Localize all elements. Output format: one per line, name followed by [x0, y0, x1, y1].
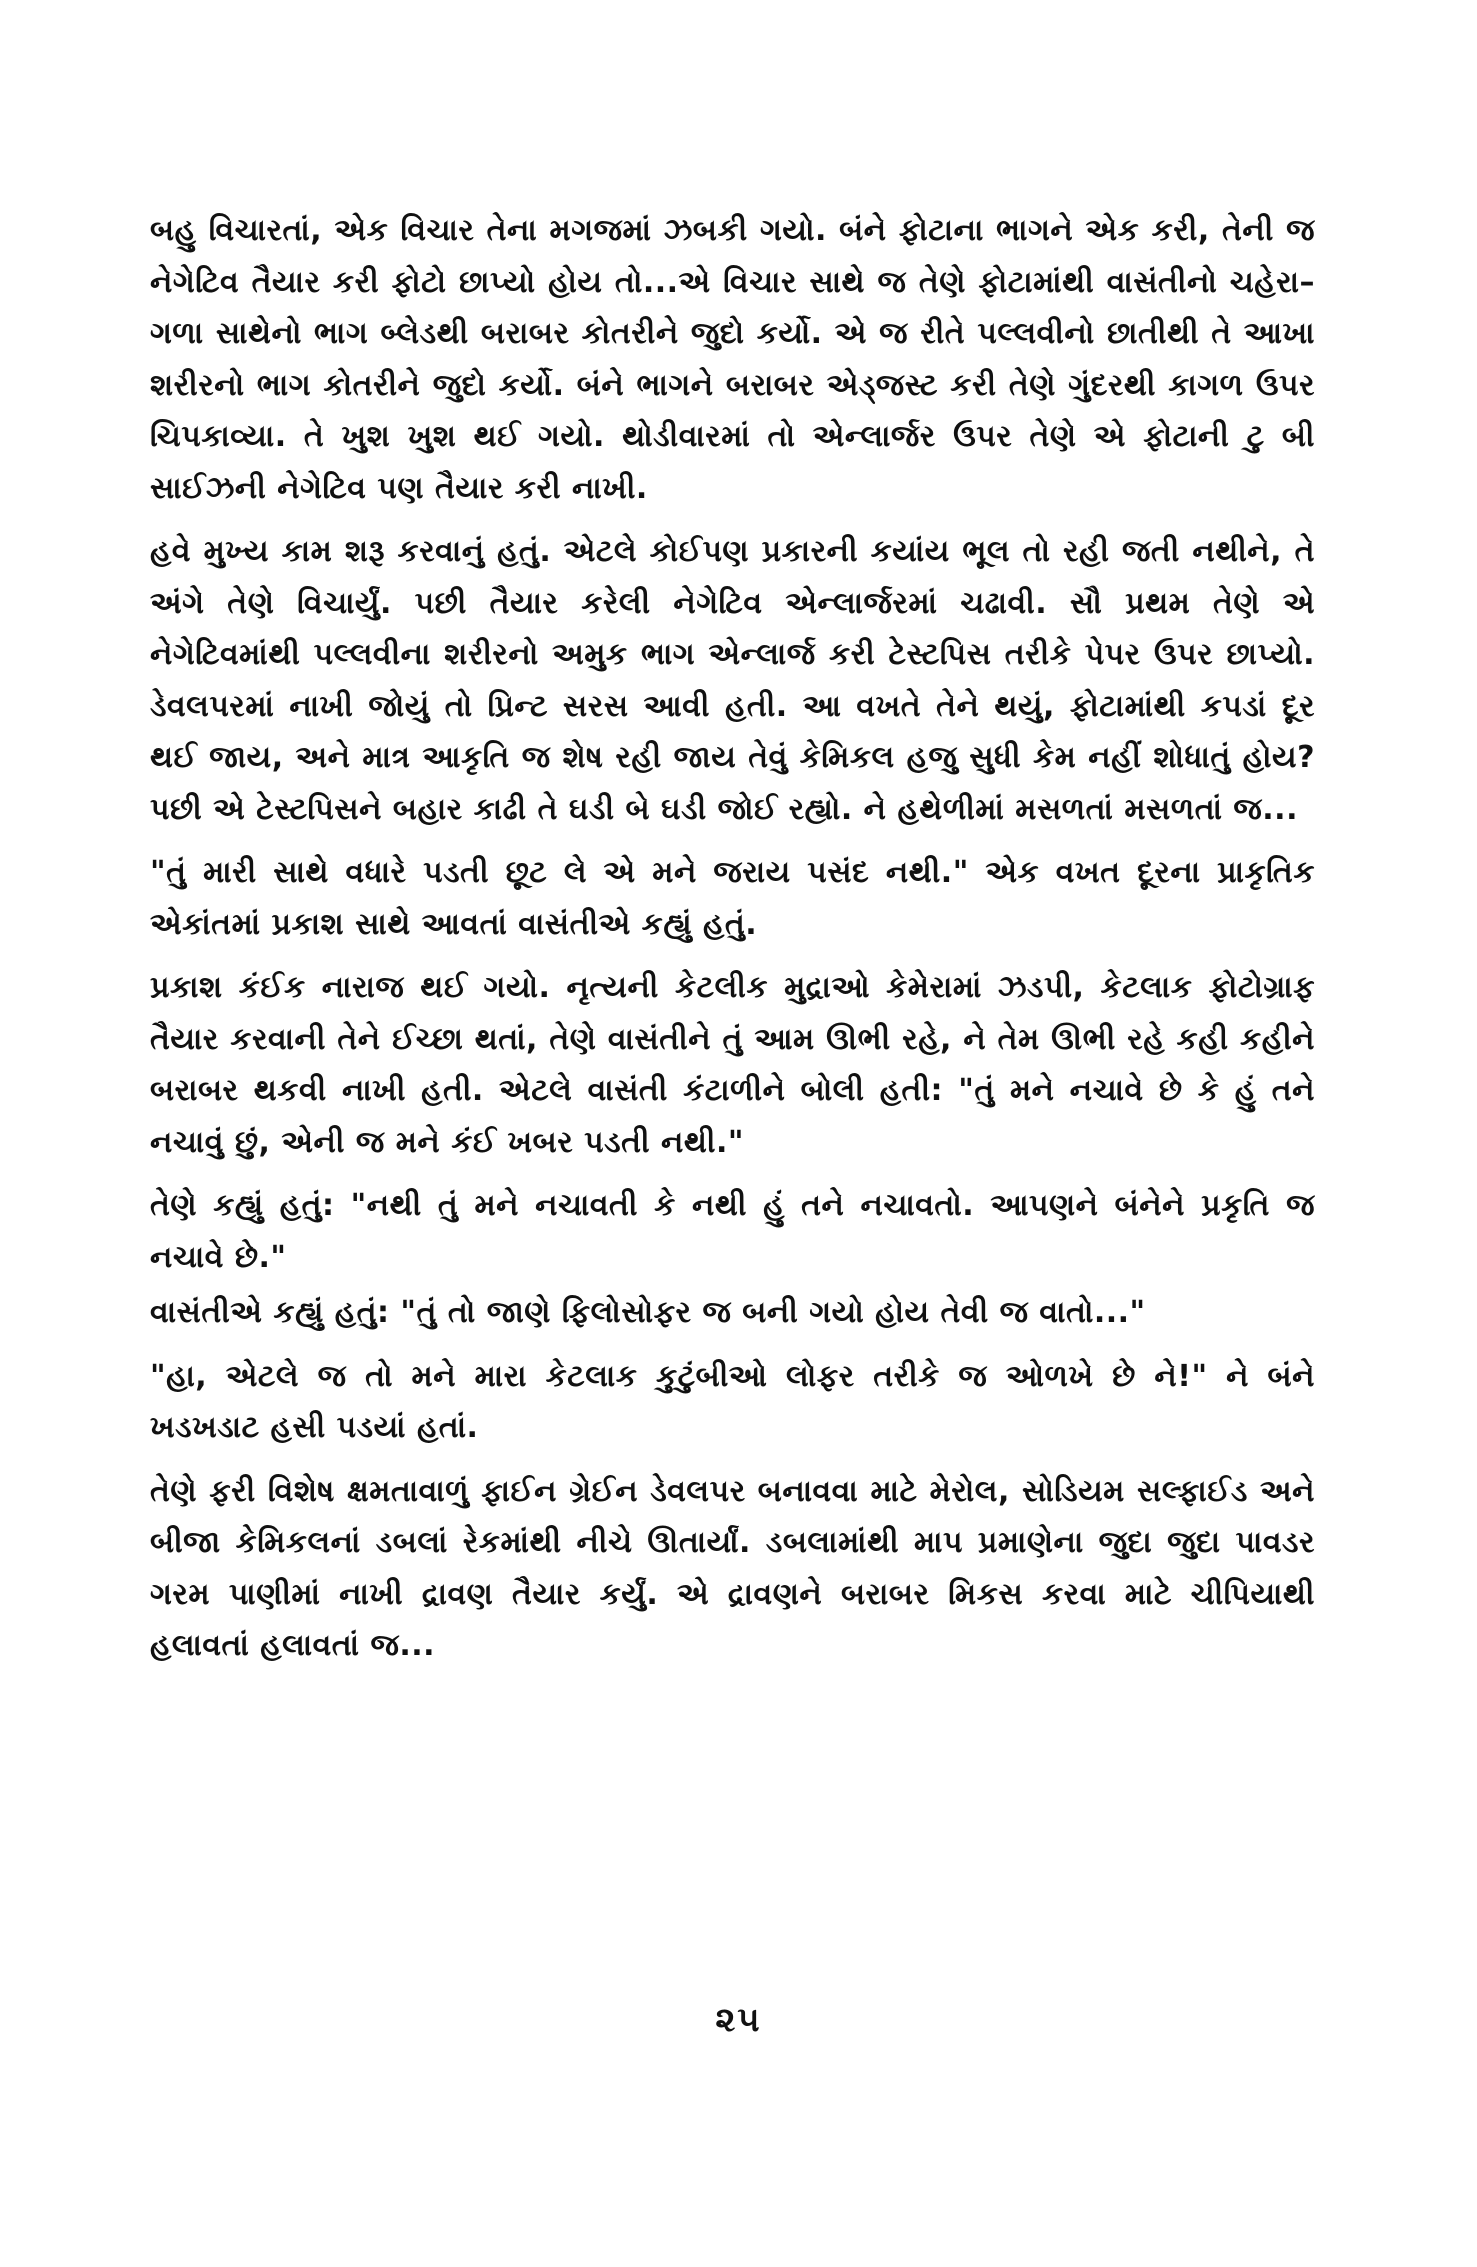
- paragraph-3: "તું મારી સાથે વધારે પડતી છૂટ લે એ મને જરાય પસંદ નથી." એક વખત દૂરના પ્રાકૃતિક એકાંતમાં પ્રકાશ સાથે આવતાં વાસંતીએ કહ્યું હતું.: [150, 855, 1315, 942]
- paragraph-5: તેણે કહ્યું હતું: "નથી તું મને નચાવતી કે નથી હું તને નચાવતો. આપણને બંનેને પ્રકૃતિ જ નચાવે છે.": [150, 1188, 1315, 1275]
- page-number: ૨૫: [715, 2000, 762, 2040]
- paragraph-4: પ્રકાશ કંઈક નારાજ થઈ ગયો. નૃત્યની કેટલીક મુદ્રાઓ કેમેરામાં ઝડપી, કેટલાક ફોટોગ્રાફ તૈયાર કરવાની તેને ઈચ્છા થતાં, તેણે વાસંતીને તું આમ ઊભી રહે, ને તેમ ઊભી રહે કહી કહીને બરાબર થકવી નાખી હતી. એટલે વાસંતી કંટાળીને બોલી હતી: "તું મને નચાવે છે કે હું તને નચાવું છું, એની જ મને કંઈ ખબર પડતી નથી.": [150, 970, 1315, 1160]
- paragraph-6: વાસંતીએ કહ્યું હતું: "તું તો જાણે ફિલોસોફર જ બની ગયો હોય તેવી જ વાતો...": [150, 1295, 1146, 1330]
- paragraph-2: હવે મુખ્ય કામ શરૂ કરવાનું હતું. એટલે કોઈપણ પ્રકારની કયાંય ભૂલ તો રહી જતી નથીને, તે અંગે તેણે વિચાર્યું. પછી તૈયાર કરેલી નેગેટિવ એન્લાર્જરમાં ચઢાવી. સૌ પ્રથમ તેણે એ નેગેટિવમાંથી પલ્લવીના શરીરનો અમુક ભાગ એન્લાર્જ કરી ટેસ્ટપિસ તરીકે પેપર ઉપર છાપ્યો. ડેવલપરમાં નાખી જોયું તો પ્રિન્ટ સરસ આવી હતી. આ વખતે તેને થયું, ફોટામાંથી કપડાં દૂર થઈ જાય, અને માત્ર આકૃતિ જ શેષ રહી જાય તેવું કેમિકલ હજુ સુધી કેમ નહીં શોધાતું હોય? પછી એ ટેસ્ટપિસને બહાર કાઢી તે ઘડી બે ઘડી જોઈ રહ્યો. ને હથેળીમાં મસળતાં મસળતાં જ...: [150, 534, 1315, 827]
- page-body: [150, 205, 1315, 2165]
- paragraph-7: "હા, એટલે જ તો મને મારા કેટલાક કુટુંબીઓ લોફર તરીકે જ ઓળખે છે ને!" ને બંને ખડખડાટ હસી પડયાં હતાં.: [150, 1358, 1315, 1445]
- paragraph-8: તેણે ફરી વિશેષ ક્ષમતાવાળું ફાઈન ગ્રેઈન ડેવલપર બનાવવા માટે મેરોલ, સોડિયમ સલ્ફાઈડ અને બીજા કેમિકલનાં ડબલાં રેકમાંથી નીચે ઊતાર્યાં. ડબલામાંથી માપ પ્રમાણેના જુદા જુદા પાવડર ગરમ પાણીમાં નાખી દ્રાવણ તૈયાર કર્યું. એ દ્રાવણને બરાબર મિકસ કરવા માટે ચીપિયાથી હલાવતાં હલાવતાં જ...: [150, 1473, 1315, 1663]
- paragraph-1: બહુ વિચારતાં, એક વિચાર તેના મગજમાં ઝબકી ગયો. બંને ફોટાના ભાગને એક કરી, તેની જ નેગેટિવ તૈયાર કરી ફોટો છાપ્યો હોય તો...એ વિચાર સાથે જ તેણે ફોટામાંથી વાસંતીનો ચહેરા–ગળા સાથેનો ભાગ બ્લેડથી બરાબર કોતરીને જુદો કર્યો. એ જ રીતે પલ્લવીનો છાતીથી તે આખા શરીરનો ભાગ કોતરીને જુદો કર્યો. બંને ભાગને બરાબર એડ્જસ્ટ કરી તેણે ગુંદરથી કાગળ ઉપર ચિપકાવ્યા. તે ખુશ ખુશ થઈ ગયો. થોડીવારમાં તો એન્લાર્જર ઉપર તેણે એ ફોટાની ટુ બી સાઈઝની નેગેટિવ પણ તૈયાર કરી નાખી.: [150, 213, 1315, 506]
